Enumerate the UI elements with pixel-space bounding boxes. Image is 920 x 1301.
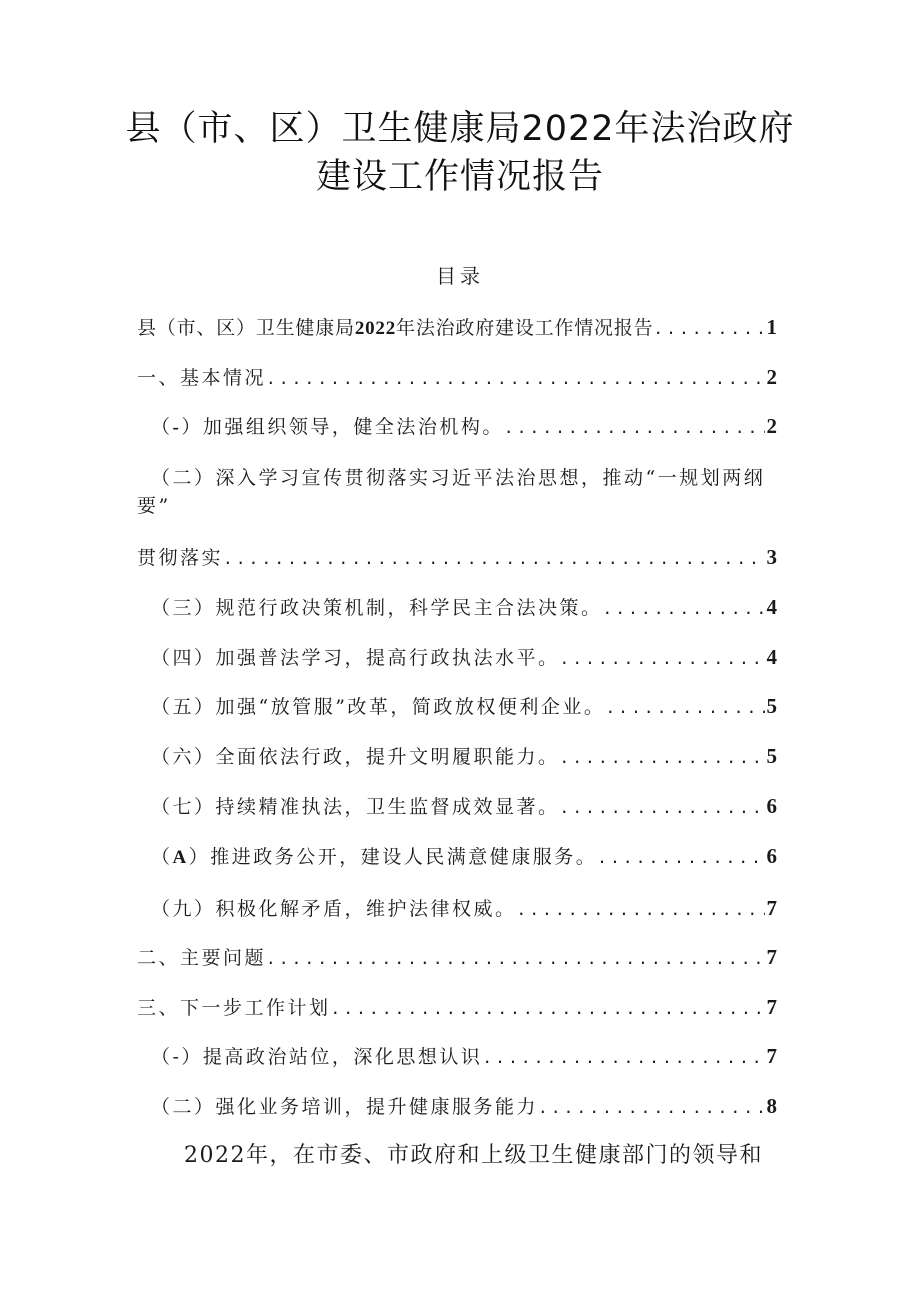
toc-leader-dots — [603, 594, 765, 622]
toc-entry[interactable] — [151, 691, 777, 721]
toc-entry-label: （A）推进政务公开，建设人民满意健康服务。 — [151, 846, 598, 868]
toc-leader-dots — [605, 693, 764, 721]
toc-entry[interactable] — [137, 362, 777, 392]
toc-entry-label: （二）强化业务培训，提升健康服务能力 — [151, 1096, 539, 1118]
toc-entry-label: （-）加强组织领导，健全法治机构。 — [151, 416, 504, 438]
toc-entry[interactable] — [151, 1041, 777, 1071]
toc-entry[interactable] — [137, 942, 777, 972]
toc-leader-dots — [560, 644, 765, 672]
toc-entry[interactable] — [151, 592, 777, 622]
toc-page-number: 1 — [766, 315, 777, 339]
toc-leader-dots — [331, 994, 765, 1022]
toc-entry[interactable] — [151, 893, 777, 923]
toc-entry[interactable] — [151, 791, 777, 821]
toc-leader-dots — [517, 895, 765, 923]
toc-entry-label-line-2: 要” — [137, 495, 171, 517]
toc-page-number: 6 — [766, 844, 777, 868]
toc-leader-dots — [504, 413, 765, 441]
toc-entry[interactable] — [151, 642, 777, 672]
toc-page-number: 2 — [766, 365, 777, 389]
toc-entry-label: （三）规范行政决策机制，科学民主合法决策。 — [151, 597, 603, 619]
document-title-line-1: 县（市、区）卫生健康局2022年法治政府 — [125, 109, 795, 149]
toc-page-number: 7 — [766, 945, 777, 969]
toc-entry[interactable] — [151, 1091, 777, 1121]
toc-entry-label-line-3: 贯彻落实 — [137, 547, 224, 569]
toc-entry[interactable] — [137, 312, 777, 342]
toc-entry-label: 二、主要问题 — [137, 947, 267, 969]
toc-page-number: 5 — [766, 694, 777, 718]
toc-page-number: 7 — [766, 896, 777, 920]
toc-leader-dots — [266, 364, 764, 392]
toc-entry-label: （九）积极化解矛盾，维护法律权威。 — [151, 898, 517, 920]
toc-page-number: 6 — [766, 794, 777, 818]
toc-entry-label: （四）加强普法学习，提高行政执法水平。 — [151, 647, 560, 669]
toc-entry-label: 县（市、区）卫生健康局2022年法治政府建设工作情况报告 — [137, 317, 654, 339]
toc-entry-label: （七）持续精准执法，卫生监督成效显著。 — [151, 796, 560, 818]
toc-entry-label: （五）加强“放管服”改革，简政放权便利企业。 — [151, 696, 606, 718]
toc-entry-continuation — [137, 542, 777, 572]
toc-page-number: 3 — [766, 545, 777, 569]
toc-leader-dots — [223, 544, 764, 572]
toc-entry-label-line-1: （二）深入学习宣传贯彻落实习近平法治思想，推动“一规划两纲 — [151, 467, 766, 489]
toc-entry-label: （-）提高政治站位，深化思想认识 — [151, 1046, 483, 1068]
toc-leader-dots — [538, 1093, 764, 1121]
toc-page-number: 8 — [766, 1094, 777, 1118]
toc-entry-label: 一、基本情况 — [137, 367, 267, 389]
toc-leader-dots — [653, 314, 764, 342]
toc-leader-dots — [597, 843, 764, 871]
toc-page-number: 4 — [766, 645, 777, 669]
toc-entry-label: （六）全面依法行政，提升文明履职能力。 — [151, 746, 560, 768]
toc-page-number: 4 — [766, 595, 777, 619]
toc-page-number: 5 — [766, 744, 777, 768]
body-paragraph: 2022年，在市委、市政府和上级卫生健康部门的领导和 — [184, 1143, 763, 1168]
toc-page-number: 2 — [766, 414, 777, 438]
toc-entry-label: 三、下一步工作计划 — [137, 997, 331, 1019]
toc-entry[interactable] — [151, 411, 777, 441]
toc-page-number: 7 — [766, 995, 777, 1019]
toc-leader-dots — [560, 793, 765, 821]
toc-page-number: 7 — [766, 1044, 777, 1068]
toc-entry[interactable] — [151, 741, 777, 771]
toc-leader-dots — [266, 944, 764, 972]
toc-heading: 目录 — [436, 264, 484, 288]
document-title-line-2: 建设工作情况报告 — [315, 157, 604, 197]
toc-leader-dots — [482, 1043, 764, 1071]
toc-entry[interactable] — [137, 992, 777, 1022]
toc-leader-dots — [560, 743, 765, 771]
toc-entry[interactable] — [151, 841, 777, 871]
